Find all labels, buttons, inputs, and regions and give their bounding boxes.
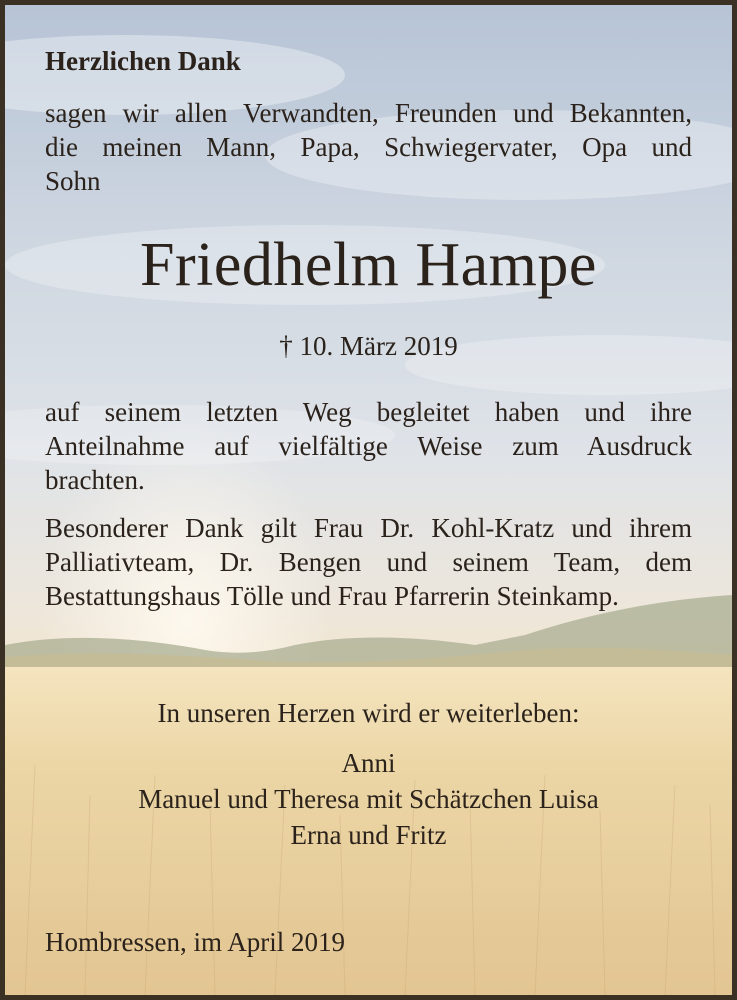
- closing-line: In unseren Herzen wird er weiterleben:: [157, 698, 580, 728]
- signatory-1: Anni: [341, 748, 396, 778]
- death-date: † 10. März 2019: [279, 331, 458, 361]
- special-thanks-line-1: Besonderer Dank gilt Frau Dr. Kohl-Kratz und ihrem: [45, 513, 692, 543]
- deceased-name: Friedhelm Hampe: [140, 231, 597, 299]
- signatory-3: Erna und Fritz: [290, 820, 447, 850]
- thanks-line-2: Anteilnahme auf vielfältige Weise zum Ausdruck: [45, 431, 692, 461]
- intro-line-2: die meinen Mann, Papa, Schwiegervater, Opa und: [45, 132, 692, 162]
- place-date: Hombressen, im April 2019: [45, 927, 345, 957]
- special-thanks-line-3: Bestattungshaus Tölle und Frau Pfarrerin Steinkamp.: [45, 581, 619, 611]
- thanks-line-3: brachten.: [45, 465, 145, 495]
- thanks-line-1: auf seinem letzten Weg begleitet haben und ihre: [45, 397, 692, 427]
- obituary-text: [5, 5, 732, 995]
- intro-line-1: sagen wir allen Verwandten, Freunden und Bekannten,: [45, 98, 692, 128]
- special-thanks-line-2: Palliativteam, Dr. Bengen und seinem Team, dem: [45, 547, 692, 577]
- heading: Herzlichen Dank: [45, 46, 241, 76]
- intro-line-3: Sohn: [45, 166, 101, 196]
- signatory-2: Manuel und Theresa mit Schätzchen Luisa: [138, 784, 599, 814]
